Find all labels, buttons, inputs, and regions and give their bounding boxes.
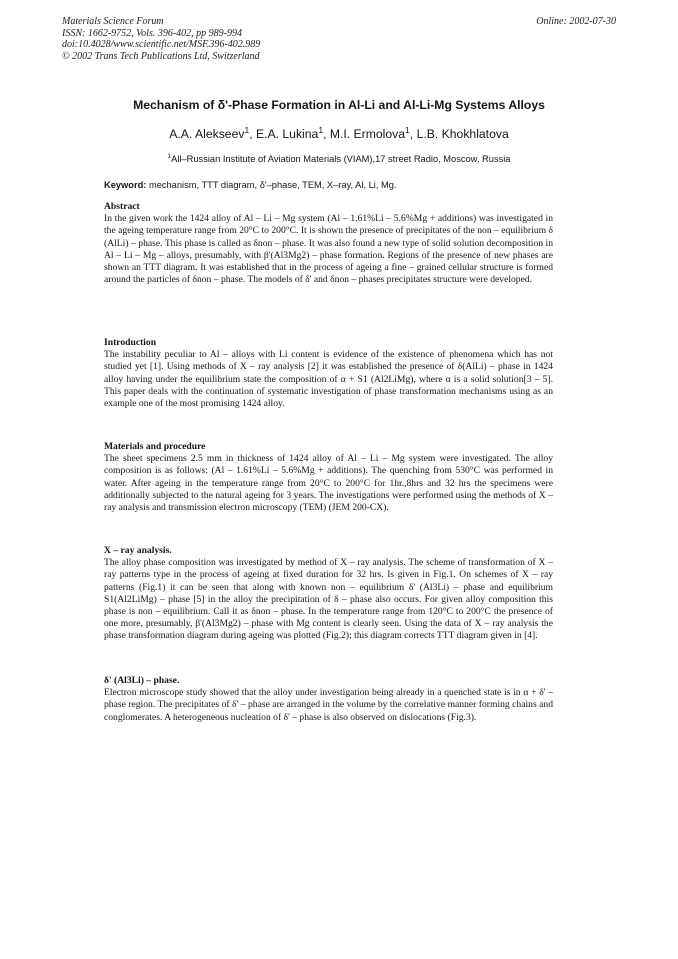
affiliation [0,154,678,164]
section-heading: X – ray analysis. [104,545,172,556]
keywords-label: Keyword: [104,180,147,190]
affiliation-text: All–Russian Institute of Aviation Materials (VIAM),17 street Radio, Moscow, Russia [171,154,511,164]
author-name: E.A. Lukina [255,127,319,141]
paper-title: Mechanism of δ'-Phase Formation in Al-Li and Al-Li-Mg Systems Alloys [133,98,545,112]
section-heading: Materials and procedure [104,441,206,452]
materials-section [104,441,553,514]
affiliation-marker: 1 [167,152,172,160]
author-affiliation-marker: 1 [318,124,324,135]
keywords-text: mechanism, TTT diagram, δ'–phase, TEM, X–ray, Al, Li, Mg. [148,180,397,190]
section-text: In the given work the 1424 alloy of Al – Li – Mg system (Al – 1.61%Li – 5.6%Mg + additions) was investigated in the ageing temperature range from 20°C to 200°C. It is shown the presence of precipitates of the non – equilibrium δ (AlLi) – phase. This phase is called as δnon – phase. It was also found a new type of solid solution decomposition in Al – Li – Mg – alloys, presumably, with β'(Al3Mg2) – phase formation. Regions of the presence of new phases are shown an TTT diagram. It was established that in the process of ageing a fine – grained cellular structure is formed around the particles of δnon – phase. The models of δ' and δnon – phases precipitates structure were developed. [104,213,553,286]
section-text: The alloy phase composition was investigated by method of X – ray analysis. The scheme of transformation of X – ray patterns type in the process of ageing at fixed duration for 32 hrs. Is given in Fig.1. On schemes of X – ray patterns (Fig.1) it can be seen that along with known non – equilibrium δ' (Al3Li) – phase and equilibrium S1(Al2LiMg) – phase [5] in the alloy the precipitation of δ – phase also occurs. For given alloy composition this phase is non – equilibrium. Call it as δnon – phase. In the temperature range from 120°C to 200°C the presence of one more, presumably, β'(Al3Mg2) – phase with Mg content is clearly seen. Using the data of X – ray analysis the phase transformation diagram during ageing was plotted (Fig.2); this diagram corrects TTT diagram given in [4]. [104,557,553,642]
keywords-line [104,180,397,190]
page-header [62,16,616,62]
author-name: A.A. Alekseev [169,127,245,141]
issn-line: ISSN: 1662-9752, Vols. 396-402, pp 989-994 [62,27,242,39]
xray-section [104,545,553,643]
author-list: A.A. Alekseev$^1$, E.A. Lukina$^1$, M.I. Ermolova$^1$, L.B. Khokhlatova [169,124,509,141]
section-heading: Introduction [104,337,157,348]
author-name: L.B. Khokhlatova [416,127,509,141]
author-affiliation-marker: 1 [244,124,250,135]
copyright-line: © 2002 Trans Tech Publications Ltd, Switzerland [62,50,260,62]
author-affiliation-marker: 1 [405,124,410,135]
abstract-section [104,201,553,286]
citation-block [62,16,616,62]
section-heading: δ' (Al3Li) – phase. [104,675,180,686]
section-text: The instability peculiar to Al – alloys with Li content is evidence of the existence of phenomena which has not studied yet [1]. Using methods of X – ray analysis [2] it was established the presence of δ(AlLi) – phase in 1424 alloy having under the equilibrium state the composition of α + S1 (Al2LiMg), where α is a solid solution[3 – 5]. This paper deals with the continuation of systematic investigation of phase transformation mechanisms using as an example one of the most promising 1424 alloy. [104,349,553,410]
section-heading: Abstract [104,201,140,212]
section-text: Electron microscope study showed that the alloy under investigation being already in a quenched state is in α + δ' – phase region. The precipitates of δ' – phase are arranged in the volume by the correlative manner forming chains and conglomerates. A heterogeneous nucleation of δ' – phase is also observed on dislocations (Fig.3). [104,687,553,723]
section-text: The sheet specimens 2.5 mm in thickness of 1424 alloy of Al – Li – Mg system were investigated. The alloy composition is as follows: (Al – 1.61%Li – 5.6%Mg + additions). The quenching from 530°C was performed in water. After ageing in the temperature range from 20°C to 200°C for 1hr.,8hrs and 32 hrs the specimens were additionally subjected to the natural ageing for 3 years. The investigations were performed using the methods of X – ray analysis and transmission electron microscopy (TEM) (JEM 200-CX). [104,453,553,514]
online-date: Online: 2002-07-30 [536,16,616,27]
author-name: M.I. Ermolova [329,127,406,141]
delta-phase-section [104,675,553,724]
doi-line[interactable]: doi:10.4028/www.scientific.net/MSF.396-402.989 [62,39,261,50]
journal-name: Materials Science Forum [62,16,164,27]
introduction-section [104,337,553,410]
